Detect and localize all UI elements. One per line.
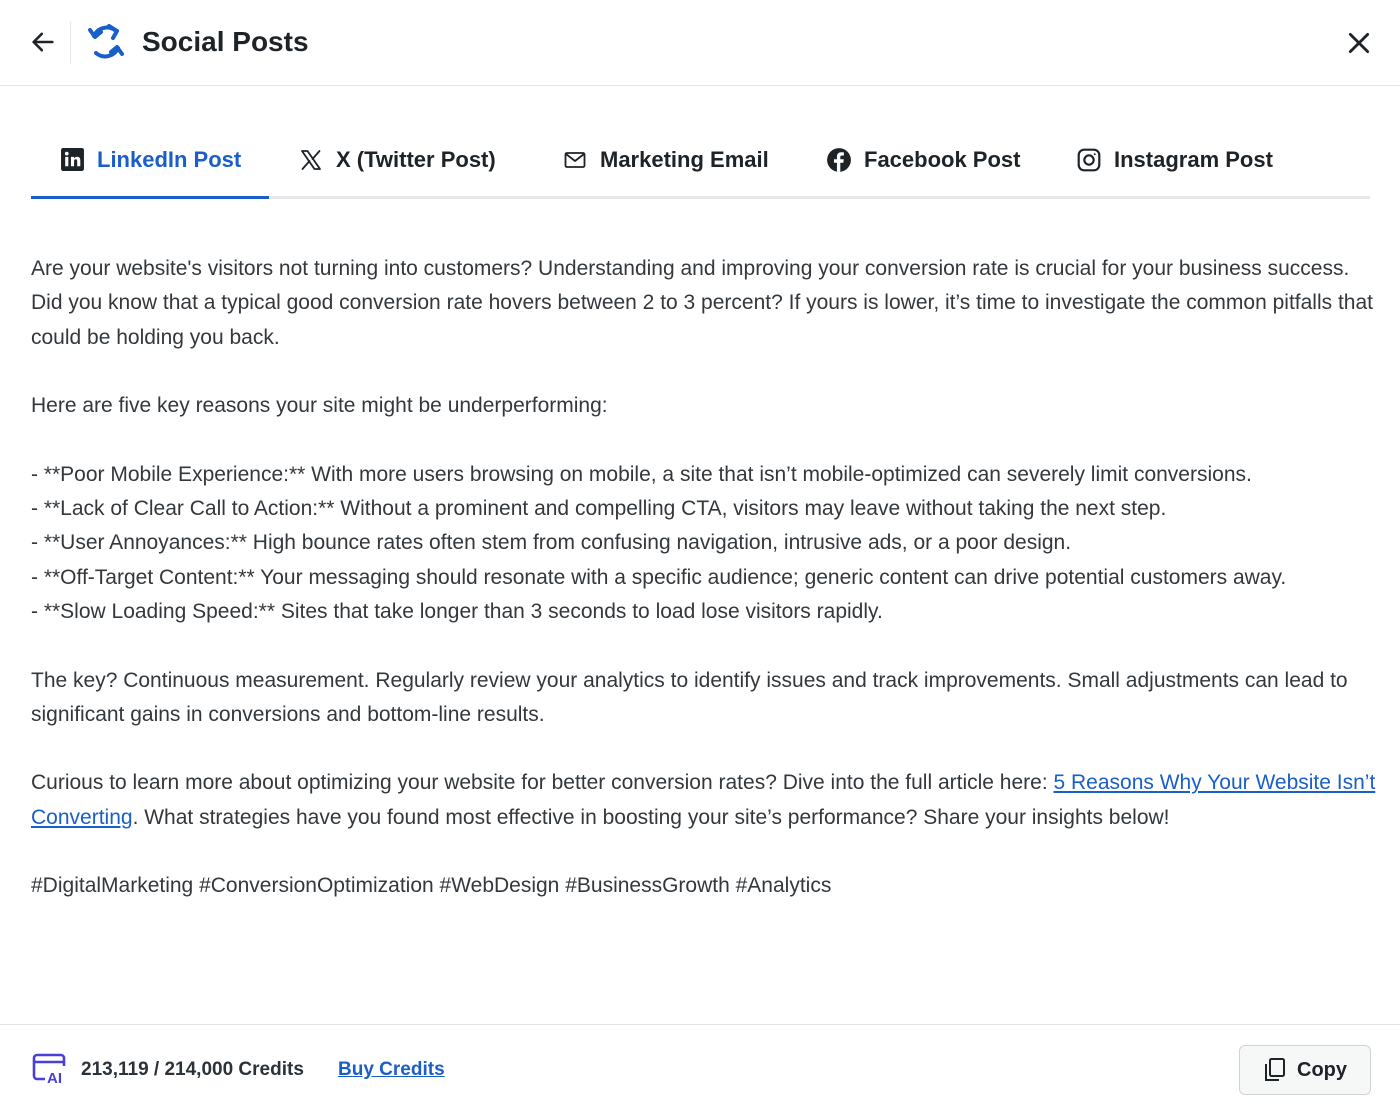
page-title: Social Posts: [142, 26, 309, 57]
post-key-paragraph: The key? Continuous measurement. Regularly review your analytics to identify issues and track improvements. Small adjustments can lead to significant gains in conversions and bottom-line results.: [31, 668, 1348, 726]
tab-bar: [31, 120, 1370, 199]
linkedin-icon: [59, 147, 85, 173]
header: [0, 0, 1400, 86]
post-list-heading: Here are five key reasons your site might be underperforming:: [31, 394, 608, 418]
arrow-left-icon: [29, 28, 57, 56]
buy-credits-link[interactable]: Buy Credits: [338, 1059, 445, 1080]
post-intro: Are your website's visitors not turning into customers? Understanding and improving your conversion rate is crucial for your business success. Did you know that a typical good conversion rate hovers between 2 to 3 percent? If yours is lower, it’s time to investigate the common pitfalls that could be holding you back.: [31, 257, 1373, 349]
list-item: - **Lack of Clear Call to Action:** Without a prominent and compelling CTA, visitors may leave without taking the next step.: [31, 497, 1167, 521]
instagram-icon: [1076, 147, 1102, 173]
copy-button[interactable]: [1239, 1045, 1371, 1095]
back-button[interactable]: [26, 24, 60, 60]
reasons-list: [31, 458, 1376, 629]
facebook-icon: [826, 147, 852, 173]
tab-facebook-post[interactable]: [826, 120, 1020, 199]
tab-label: Marketing Email: [600, 146, 769, 172]
active-tab-indicator: [31, 196, 269, 199]
cta-text: . What strategies have you found most effective in boosting your site’s performance? Share your insights below!: [132, 805, 1170, 829]
tab-instagram-post[interactable]: [1076, 120, 1273, 199]
cta-text: Curious to learn more about optimizing your website for better conversion rates? Dive into the full article here:: [31, 771, 1054, 795]
tab-x-twitter-post[interactable]: [298, 120, 496, 199]
list-item: - **Off-Target Content:** Your messaging should resonate with a specific audience; generic content can drive potential customers away.: [31, 565, 1287, 589]
post-hashtags: #DigitalMarketing #ConversionOptimization #WebDesign #BusinessGrowth #Analytics: [31, 874, 832, 898]
tab-linkedin-post[interactable]: [59, 120, 241, 199]
credits-balance: 213,119 / 214,000 Credits: [81, 1059, 304, 1080]
refresh-arrows-logo: [86, 22, 126, 62]
tab-label: X (Twitter Post): [336, 146, 496, 172]
list-item: - **Slow Loading Speed:** Sites that take longer than 3 seconds to load lose visitors rapidly.: [31, 599, 883, 623]
post-content: [31, 252, 1376, 938]
list-item: - **User Annoyances:** High bounce rates often stem from confusing navigation, intrusive ads, or a poor design.: [31, 531, 1072, 555]
copy-icon: [1263, 1057, 1287, 1083]
header-divider: [70, 22, 71, 64]
post-cta-paragraph: [31, 766, 1376, 835]
svg-text:AI: AI: [47, 1070, 62, 1085]
copy-label: Copy: [1297, 1058, 1347, 1081]
close-icon: [1346, 30, 1372, 56]
mail-icon: [562, 147, 588, 173]
x-twitter-icon: [298, 147, 324, 173]
ai-credits-icon: [32, 1053, 68, 1085]
tab-marketing-email[interactable]: [562, 120, 769, 199]
tab-label: LinkedIn Post: [97, 146, 242, 172]
article-link[interactable]: 5 Reasons Why Your Website Isn’t Converting: [31, 771, 1376, 829]
close-button[interactable]: [1340, 24, 1378, 62]
footer: [0, 1024, 1400, 1112]
tab-label: Facebook Post: [864, 146, 1021, 172]
tab-label: Instagram Post: [1114, 146, 1273, 172]
list-item: - **Poor Mobile Experience:** With more users browsing on mobile, a site that isn’t mobile-optimized can severely limit conversions.: [31, 462, 1252, 486]
